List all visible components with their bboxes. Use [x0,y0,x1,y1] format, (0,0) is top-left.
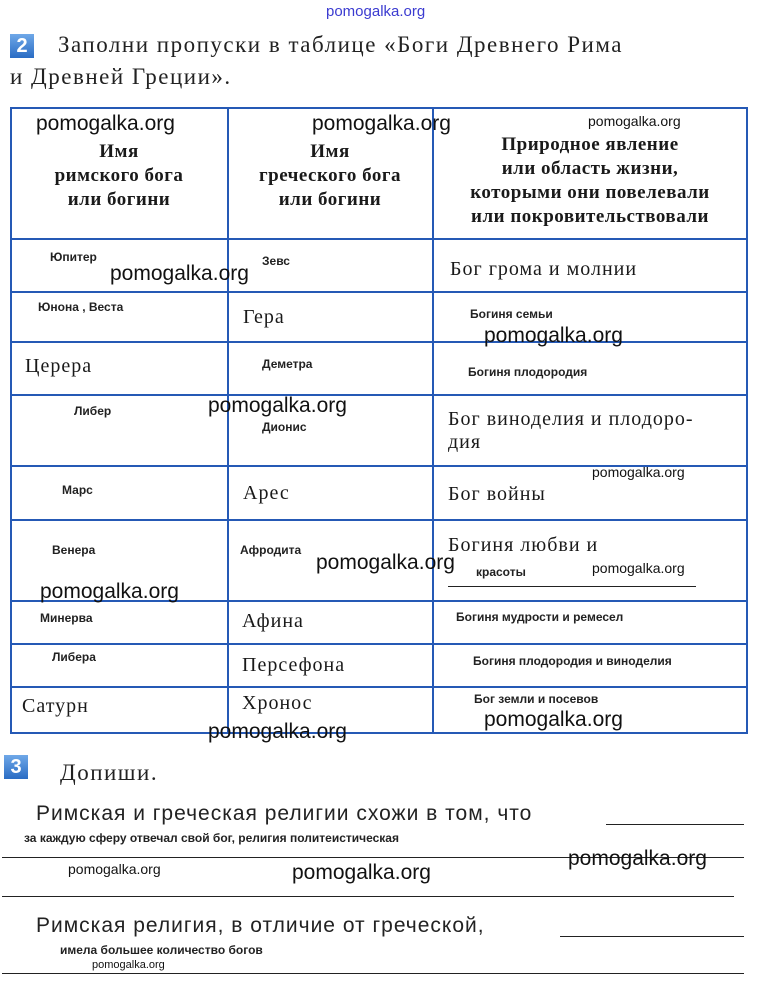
question-1: Римская и греческая религии схожи в том, что [36,802,533,825]
task-title: Допиши. [60,760,159,785]
roman-name-cell[interactable]: Юпитер [50,250,97,264]
greek-name-cell[interactable]: Деметра [262,357,313,371]
roman-name-cell[interactable]: Юнона , Веста [38,300,124,314]
header-greek-name: Имя греческого бога или богини [259,141,401,210]
roman-name-cell: Церера [25,355,93,377]
roman-name-cell[interactable]: Венера [52,543,96,557]
roman-name-cell: Сатурн [22,695,89,717]
task-number-badge: 2 [10,34,34,58]
watermark: pomogalka.org [208,720,347,743]
watermark: pomogalka.org [292,861,431,884]
greek-name-cell[interactable]: Дионис [262,420,307,434]
watermark: pomogalka.org [110,262,249,285]
header-domain: Природное явление или область жизни, которыми они повелевали или покровительствовали [470,134,710,227]
greek-name-cell: Афина [242,610,304,632]
domain-cell: Бог виноделия и плодоро- дия [448,408,694,453]
roman-name-cell[interactable]: Марс [62,483,93,497]
domain-cell[interactable]: Богиня плодородия и виноделия [473,654,672,668]
watermark: pomogalka.org [592,464,685,480]
watermark: pomogalka.org [568,847,707,870]
header-roman-name: Имя римского бога или богини [54,141,184,210]
watermark: pomogalka.org [92,959,165,971]
greek-name-cell[interactable]: Зевс [262,254,290,268]
watermark: pomogalka.org [592,560,685,576]
domain-cell[interactable]: Бог земли и посевов [474,692,599,706]
task-number-badge: 3 [4,755,28,779]
task-title-line2: и Древней Греции». [10,64,232,89]
watermark: pomogalka.org [484,324,623,347]
watermark: pomogalka.org [36,112,175,135]
watermark: pomogalka.org [316,551,455,574]
site-watermark-top: pomogalka.org [326,3,426,20]
greek-name-cell: Гера [243,306,285,328]
domain-cell: Бог войны [448,483,546,505]
roman-name-cell[interactable]: Либера [52,650,96,664]
domain-cell[interactable]: Богиня семьи [470,307,553,321]
domain-cell: Бог грома и молнии [450,258,638,280]
domain-cell[interactable]: Богиня плодородия [468,365,588,379]
domain-cell[interactable]: Богиня мудрости и ремесел [456,610,624,624]
watermark: pomogalka.org [68,861,161,877]
roman-name-cell[interactable]: Либер [74,404,112,418]
watermark: pomogalka.org [312,112,451,135]
question-2: Римская религия, в отличие от греческой, [36,914,485,937]
roman-name-cell[interactable]: Минерва [40,611,93,625]
greek-name-cell[interactable]: Афродита [240,543,302,557]
domain-cell: Богиня любви и [448,534,599,556]
watermark: pomogalka.org [208,394,347,417]
watermark: pomogalka.org [588,113,681,129]
greek-name-cell: Арес [243,482,290,504]
answer-1[interactable]: за каждую сферу отвечал свой бог, религия политеистическая [24,831,399,845]
greek-name-cell: Персефона [242,654,346,676]
answer-2[interactable]: имела большее количество богов [60,943,263,957]
watermark: pomogalka.org [484,708,623,731]
domain-answer-cell[interactable]: красоты [476,565,526,579]
task-title-line1: Заполни пропуски в таблице «Боги Древнего Рима [58,32,623,57]
watermark: pomogalka.org [40,580,179,603]
greek-name-cell: Хронос [242,692,313,714]
